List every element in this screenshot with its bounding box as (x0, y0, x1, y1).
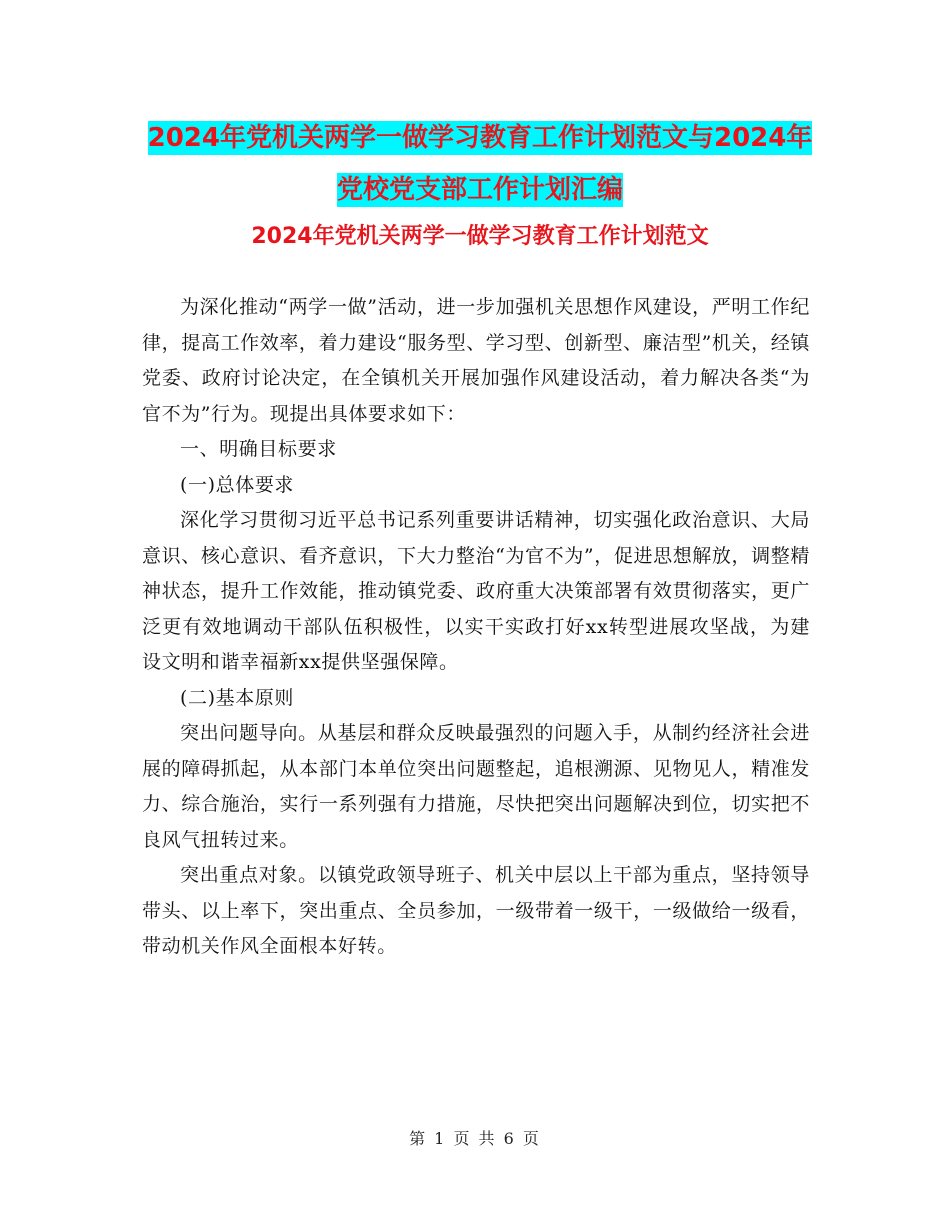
document-body (142, 290, 810, 965)
section-title: 2024年党机关两学一做学习教育工作计划范文 (251, 224, 709, 249)
document-title (140, 112, 820, 216)
subheading-2: (二)基本原则 (180, 686, 295, 709)
page-footer: 第 1 页 共 6 页 (409, 1129, 541, 1148)
heading-1: 一、明确目标要求 (180, 438, 337, 460)
subheading-1: (一)总体要求 (180, 473, 295, 496)
paragraph-key-targets: 突出重点对象。以镇党政领导班子、机关中层以上干部为重点，坚持领导带头、以上率下，突出重点、全员参加，一级带着一级干，一级做给一级看，带动机关作风全面根本好转。 (142, 864, 810, 957)
document-title-text: 2024年党机关两学一做学习教育工作计划范文与2024年党校党支部工作计划汇编 (147, 123, 813, 205)
paragraph-general-requirements: 深化学习贯彻习近平总书记系列重要讲话精神，切实强化政治意识、大局意识、核心意识、看齐意识，下大力整治“为官不为”，促进思想解放，调整精神状态，提升工作效能，推动镇党委、政府重大决策部署有效贯彻落实，更广泛更有效地调动干部队伍积极性，以实干实政打好xx转型进展攻坚战，为建设文明和谐幸福新xx提供坚强保障。 (142, 509, 810, 673)
paragraph-intro: 为深化推动“两学一做”活动，进一步加强机关思想作风建设，严明工作纪律，提高工作效率，着力建设“服务型、学习型、创新型、廉洁型”机关，经镇党委、政府讨论决定，在全镇机关开展加强作风建设活动，着力解决各类“为官不为”行为。现提出具体要求如下： (142, 296, 810, 425)
paragraph-problem-orientation: 突出问题导向。从基层和群众反映最强烈的问题入手，从制约经济社会进展的障碍抓起，从本部门本单位突出问题整起，追根溯源、见物见人，精准发力、综合施治，实行一系列强有力措施，尽快把突出问题解决到位，切实把不良风气扭转过来。 (142, 722, 810, 851)
